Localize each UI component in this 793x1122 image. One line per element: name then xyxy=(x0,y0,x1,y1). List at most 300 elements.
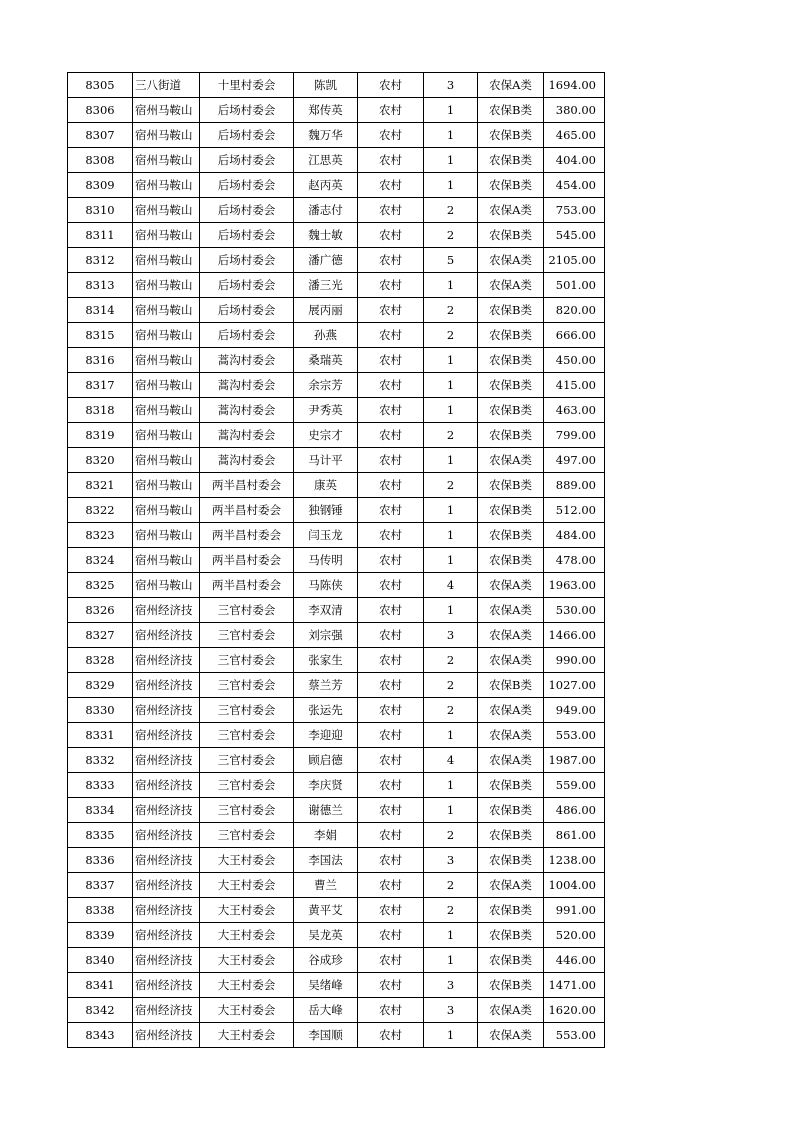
table-row xyxy=(68,548,605,573)
table-row xyxy=(68,323,605,348)
record-id-cell: 8343 xyxy=(68,1023,133,1048)
town-cell: 宿州经济技 xyxy=(133,873,200,898)
table-row xyxy=(68,248,605,273)
area-type-cell: 农村 xyxy=(358,523,424,548)
insurance-type-cell: 农保B类 xyxy=(478,923,544,948)
amount-cell: 380.00 xyxy=(544,98,605,123)
amount-cell: 2105.00 xyxy=(544,248,605,273)
village-cell: 后场村委会 xyxy=(200,123,294,148)
household-count-cell: 1 xyxy=(424,373,478,398)
town-cell: 宿州马鞍山 xyxy=(133,173,200,198)
record-id-cell: 8327 xyxy=(68,623,133,648)
record-id-cell: 8318 xyxy=(68,398,133,423)
amount-cell: 404.00 xyxy=(544,148,605,173)
town-cell: 宿州马鞍山 xyxy=(133,323,200,348)
table-row xyxy=(68,348,605,373)
household-count-cell: 2 xyxy=(424,698,478,723)
amount-cell: 990.00 xyxy=(544,648,605,673)
name-cell: 陈凯 xyxy=(294,73,358,98)
town-cell: 宿州经济技 xyxy=(133,1023,200,1048)
village-cell: 三官村委会 xyxy=(200,823,294,848)
village-cell: 两半昌村委会 xyxy=(200,523,294,548)
table-row xyxy=(68,973,605,998)
table-row xyxy=(68,448,605,473)
record-id-cell: 8330 xyxy=(68,698,133,723)
record-id-cell: 8319 xyxy=(68,423,133,448)
name-cell: 孙燕 xyxy=(294,323,358,348)
household-count-cell: 2 xyxy=(424,323,478,348)
amount-cell: 753.00 xyxy=(544,198,605,223)
table-row xyxy=(68,798,605,823)
amount-cell: 1471.00 xyxy=(544,973,605,998)
household-count-cell: 2 xyxy=(424,823,478,848)
village-cell: 两半昌村委会 xyxy=(200,548,294,573)
household-count-cell: 1 xyxy=(424,798,478,823)
insurance-type-cell: 农保B类 xyxy=(478,98,544,123)
area-type-cell: 农村 xyxy=(358,573,424,598)
household-count-cell: 3 xyxy=(424,623,478,648)
amount-cell: 949.00 xyxy=(544,698,605,723)
town-cell: 宿州马鞍山 xyxy=(133,248,200,273)
name-cell: 吴龙英 xyxy=(294,923,358,948)
record-id-cell: 8320 xyxy=(68,448,133,473)
town-cell: 宿州马鞍山 xyxy=(133,498,200,523)
village-cell: 大王村委会 xyxy=(200,1023,294,1048)
village-cell: 蒿沟村委会 xyxy=(200,348,294,373)
table-row xyxy=(68,523,605,548)
household-count-cell: 1 xyxy=(424,773,478,798)
village-cell: 蒿沟村委会 xyxy=(200,373,294,398)
name-cell: 展丙丽 xyxy=(294,298,358,323)
name-cell: 马计平 xyxy=(294,448,358,473)
insurance-type-cell: 农保B类 xyxy=(478,148,544,173)
table-row xyxy=(68,123,605,148)
area-type-cell: 农村 xyxy=(358,273,424,298)
table-row xyxy=(68,423,605,448)
table-row xyxy=(68,398,605,423)
record-id-cell: 8313 xyxy=(68,273,133,298)
town-cell: 宿州马鞍山 xyxy=(133,548,200,573)
area-type-cell: 农村 xyxy=(358,823,424,848)
table-row xyxy=(68,173,605,198)
village-cell: 后场村委会 xyxy=(200,198,294,223)
household-count-cell: 1 xyxy=(424,398,478,423)
name-cell: 谷成珍 xyxy=(294,948,358,973)
household-count-cell: 2 xyxy=(424,898,478,923)
household-count-cell: 1 xyxy=(424,948,478,973)
record-id-cell: 8307 xyxy=(68,123,133,148)
name-cell: 江思英 xyxy=(294,148,358,173)
amount-cell: 1620.00 xyxy=(544,998,605,1023)
name-cell: 桑瑞英 xyxy=(294,348,358,373)
area-type-cell: 农村 xyxy=(358,248,424,273)
amount-cell: 1027.00 xyxy=(544,673,605,698)
insurance-type-cell: 农保B类 xyxy=(478,773,544,798)
table-row xyxy=(68,573,605,598)
amount-cell: 820.00 xyxy=(544,298,605,323)
town-cell: 宿州马鞍山 xyxy=(133,298,200,323)
amount-cell: 545.00 xyxy=(544,223,605,248)
town-cell: 宿州经济技 xyxy=(133,698,200,723)
household-count-cell: 5 xyxy=(424,248,478,273)
record-id-cell: 8311 xyxy=(68,223,133,248)
name-cell: 史宗才 xyxy=(294,423,358,448)
village-cell: 后场村委会 xyxy=(200,223,294,248)
town-cell: 宿州经济技 xyxy=(133,723,200,748)
amount-cell: 478.00 xyxy=(544,548,605,573)
record-id-cell: 8334 xyxy=(68,798,133,823)
area-type-cell: 农村 xyxy=(358,298,424,323)
area-type-cell: 农村 xyxy=(358,323,424,348)
table-row xyxy=(68,373,605,398)
amount-cell: 446.00 xyxy=(544,948,605,973)
name-cell: 马传明 xyxy=(294,548,358,573)
name-cell: 魏万华 xyxy=(294,123,358,148)
name-cell: 闫玉龙 xyxy=(294,523,358,548)
area-type-cell: 农村 xyxy=(358,898,424,923)
town-cell: 宿州马鞍山 xyxy=(133,273,200,298)
name-cell: 张家生 xyxy=(294,648,358,673)
area-type-cell: 农村 xyxy=(358,448,424,473)
town-cell: 宿州马鞍山 xyxy=(133,423,200,448)
village-cell: 三官村委会 xyxy=(200,748,294,773)
household-count-cell: 1 xyxy=(424,548,478,573)
insurance-type-cell: 农保B类 xyxy=(478,673,544,698)
table-row xyxy=(68,698,605,723)
area-type-cell: 农村 xyxy=(358,948,424,973)
name-cell: 李娟 xyxy=(294,823,358,848)
record-id-cell: 8324 xyxy=(68,548,133,573)
town-cell: 宿州马鞍山 xyxy=(133,523,200,548)
area-type-cell: 农村 xyxy=(358,198,424,223)
table-row xyxy=(68,948,605,973)
village-cell: 大王村委会 xyxy=(200,998,294,1023)
insurance-type-cell: 农保B类 xyxy=(478,348,544,373)
town-cell: 宿州经济技 xyxy=(133,848,200,873)
amount-cell: 501.00 xyxy=(544,273,605,298)
name-cell: 李迎迎 xyxy=(294,723,358,748)
area-type-cell: 农村 xyxy=(358,998,424,1023)
record-id-cell: 8322 xyxy=(68,498,133,523)
record-id-cell: 8305 xyxy=(68,73,133,98)
insurance-type-cell: 农保B类 xyxy=(478,948,544,973)
name-cell: 吴绪峰 xyxy=(294,973,358,998)
insurance-type-cell: 农保B类 xyxy=(478,423,544,448)
village-cell: 十里村委会 xyxy=(200,73,294,98)
record-id-cell: 8310 xyxy=(68,198,133,223)
amount-cell: 1963.00 xyxy=(544,573,605,598)
table-row xyxy=(68,723,605,748)
name-cell: 独钢锤 xyxy=(294,498,358,523)
record-id-cell: 8329 xyxy=(68,673,133,698)
table-row xyxy=(68,748,605,773)
record-id-cell: 8326 xyxy=(68,598,133,623)
table-body xyxy=(68,73,605,1048)
name-cell: 黄平艾 xyxy=(294,898,358,923)
name-cell: 余宗芳 xyxy=(294,373,358,398)
record-id-cell: 8338 xyxy=(68,898,133,923)
area-type-cell: 农村 xyxy=(358,648,424,673)
amount-cell: 454.00 xyxy=(544,173,605,198)
village-cell: 后场村委会 xyxy=(200,273,294,298)
amount-cell: 415.00 xyxy=(544,373,605,398)
name-cell: 刘宗强 xyxy=(294,623,358,648)
record-id-cell: 8331 xyxy=(68,723,133,748)
village-cell: 大王村委会 xyxy=(200,848,294,873)
town-cell: 宿州经济技 xyxy=(133,748,200,773)
insurance-type-cell: 农保A类 xyxy=(478,998,544,1023)
household-count-cell: 1 xyxy=(424,723,478,748)
record-id-cell: 8306 xyxy=(68,98,133,123)
town-cell: 宿州马鞍山 xyxy=(133,348,200,373)
town-cell: 宿州马鞍山 xyxy=(133,123,200,148)
insurance-type-cell: 农保B类 xyxy=(478,548,544,573)
amount-cell: 1238.00 xyxy=(544,848,605,873)
table-row xyxy=(68,198,605,223)
table-row xyxy=(68,848,605,873)
name-cell: 曹兰 xyxy=(294,873,358,898)
name-cell: 赵丙英 xyxy=(294,173,358,198)
insurance-type-cell: 农保B类 xyxy=(478,173,544,198)
household-count-cell: 4 xyxy=(424,573,478,598)
area-type-cell: 农村 xyxy=(358,698,424,723)
amount-cell: 1004.00 xyxy=(544,873,605,898)
household-count-cell: 1 xyxy=(424,923,478,948)
village-cell: 大王村委会 xyxy=(200,973,294,998)
record-id-cell: 8317 xyxy=(68,373,133,398)
household-count-cell: 1 xyxy=(424,98,478,123)
household-count-cell: 2 xyxy=(424,873,478,898)
record-id-cell: 8342 xyxy=(68,998,133,1023)
record-id-cell: 8339 xyxy=(68,923,133,948)
table-row xyxy=(68,273,605,298)
name-cell: 潘三光 xyxy=(294,273,358,298)
name-cell: 潘广德 xyxy=(294,248,358,273)
table-row xyxy=(68,673,605,698)
area-type-cell: 农村 xyxy=(358,173,424,198)
amount-cell: 1694.00 xyxy=(544,73,605,98)
town-cell: 宿州经济技 xyxy=(133,973,200,998)
table-row xyxy=(68,223,605,248)
household-count-cell: 3 xyxy=(424,848,478,873)
table-row xyxy=(68,648,605,673)
household-count-cell: 1 xyxy=(424,598,478,623)
town-cell: 宿州经济技 xyxy=(133,598,200,623)
town-cell: 宿州经济技 xyxy=(133,773,200,798)
village-cell: 后场村委会 xyxy=(200,248,294,273)
record-id-cell: 8325 xyxy=(68,573,133,598)
town-cell: 宿州马鞍山 xyxy=(133,373,200,398)
insurance-type-cell: 农保B类 xyxy=(478,373,544,398)
amount-cell: 559.00 xyxy=(544,773,605,798)
area-type-cell: 农村 xyxy=(358,773,424,798)
table-row xyxy=(68,598,605,623)
insurance-type-cell: 农保B类 xyxy=(478,848,544,873)
village-cell: 后场村委会 xyxy=(200,173,294,198)
amount-cell: 512.00 xyxy=(544,498,605,523)
table-row xyxy=(68,898,605,923)
record-id-cell: 8333 xyxy=(68,773,133,798)
household-count-cell: 1 xyxy=(424,273,478,298)
amount-cell: 1466.00 xyxy=(544,623,605,648)
household-count-cell: 2 xyxy=(424,473,478,498)
village-cell: 三官村委会 xyxy=(200,598,294,623)
area-type-cell: 农村 xyxy=(358,498,424,523)
table-row xyxy=(68,498,605,523)
record-id-cell: 8312 xyxy=(68,248,133,273)
amount-cell: 450.00 xyxy=(544,348,605,373)
insurance-type-cell: 农保A类 xyxy=(478,598,544,623)
record-id-cell: 8308 xyxy=(68,148,133,173)
record-id-cell: 8341 xyxy=(68,973,133,998)
name-cell: 顾启德 xyxy=(294,748,358,773)
insurance-type-cell: 农保B类 xyxy=(478,223,544,248)
area-type-cell: 农村 xyxy=(358,348,424,373)
name-cell: 尹秀英 xyxy=(294,398,358,423)
town-cell: 宿州马鞍山 xyxy=(133,223,200,248)
area-type-cell: 农村 xyxy=(358,873,424,898)
household-count-cell: 1 xyxy=(424,523,478,548)
insurance-type-cell: 农保B类 xyxy=(478,298,544,323)
name-cell: 蔡兰芳 xyxy=(294,673,358,698)
town-cell: 宿州经济技 xyxy=(133,673,200,698)
area-type-cell: 农村 xyxy=(358,973,424,998)
name-cell: 李国顺 xyxy=(294,1023,358,1048)
household-count-cell: 3 xyxy=(424,973,478,998)
area-type-cell: 农村 xyxy=(358,923,424,948)
village-cell: 大王村委会 xyxy=(200,948,294,973)
insurance-type-cell: 农保A类 xyxy=(478,748,544,773)
household-count-cell: 1 xyxy=(424,148,478,173)
area-type-cell: 农村 xyxy=(358,98,424,123)
village-cell: 两半昌村委会 xyxy=(200,573,294,598)
amount-cell: 799.00 xyxy=(544,423,605,448)
table-row xyxy=(68,98,605,123)
insurance-type-cell: 农保A类 xyxy=(478,273,544,298)
record-id-cell: 8309 xyxy=(68,173,133,198)
town-cell: 宿州马鞍山 xyxy=(133,573,200,598)
name-cell: 岳大峰 xyxy=(294,998,358,1023)
village-cell: 三官村委会 xyxy=(200,723,294,748)
insurance-type-cell: 农保A类 xyxy=(478,573,544,598)
town-cell: 宿州经济技 xyxy=(133,948,200,973)
name-cell: 郑传英 xyxy=(294,98,358,123)
town-cell: 宿州马鞍山 xyxy=(133,148,200,173)
area-type-cell: 农村 xyxy=(358,73,424,98)
town-cell: 宿州经济技 xyxy=(133,623,200,648)
record-id-cell: 8337 xyxy=(68,873,133,898)
name-cell: 李双清 xyxy=(294,598,358,623)
table-row xyxy=(68,1023,605,1048)
insurance-type-cell: 农保A类 xyxy=(478,873,544,898)
amount-cell: 553.00 xyxy=(544,1023,605,1048)
insurance-type-cell: 农保A类 xyxy=(478,448,544,473)
name-cell: 李国法 xyxy=(294,848,358,873)
table-row xyxy=(68,823,605,848)
name-cell: 潘志付 xyxy=(294,198,358,223)
insurance-type-cell: 农保B类 xyxy=(478,498,544,523)
area-type-cell: 农村 xyxy=(358,723,424,748)
amount-cell: 861.00 xyxy=(544,823,605,848)
table-row xyxy=(68,148,605,173)
area-type-cell: 农村 xyxy=(358,1023,424,1048)
area-type-cell: 农村 xyxy=(358,223,424,248)
village-cell: 大王村委会 xyxy=(200,873,294,898)
table-row xyxy=(68,998,605,1023)
name-cell: 马陈侠 xyxy=(294,573,358,598)
village-cell: 三官村委会 xyxy=(200,798,294,823)
insurance-type-cell: 农保B类 xyxy=(478,323,544,348)
household-count-cell: 1 xyxy=(424,123,478,148)
record-id-cell: 8321 xyxy=(68,473,133,498)
household-count-cell: 2 xyxy=(424,223,478,248)
insurance-type-cell: 农保B类 xyxy=(478,898,544,923)
insurance-type-cell: 农保A类 xyxy=(478,73,544,98)
household-count-cell: 2 xyxy=(424,673,478,698)
area-type-cell: 农村 xyxy=(358,673,424,698)
household-count-cell: 1 xyxy=(424,448,478,473)
name-cell: 魏士敏 xyxy=(294,223,358,248)
area-type-cell: 农村 xyxy=(358,798,424,823)
insurance-type-cell: 农保A类 xyxy=(478,623,544,648)
village-cell: 后场村委会 xyxy=(200,323,294,348)
table-row xyxy=(68,773,605,798)
town-cell: 三八街道 xyxy=(133,73,200,98)
household-count-cell: 1 xyxy=(424,348,478,373)
village-cell: 两半昌村委会 xyxy=(200,473,294,498)
insurance-type-cell: 农保B类 xyxy=(478,523,544,548)
name-cell: 谢德兰 xyxy=(294,798,358,823)
amount-cell: 991.00 xyxy=(544,898,605,923)
area-type-cell: 农村 xyxy=(358,548,424,573)
insurance-type-cell: 农保B类 xyxy=(478,798,544,823)
household-count-cell: 2 xyxy=(424,198,478,223)
town-cell: 宿州马鞍山 xyxy=(133,98,200,123)
village-cell: 两半昌村委会 xyxy=(200,498,294,523)
insurance-type-cell: 农保B类 xyxy=(478,973,544,998)
village-cell: 蒿沟村委会 xyxy=(200,398,294,423)
village-cell: 三官村委会 xyxy=(200,773,294,798)
village-cell: 三官村委会 xyxy=(200,698,294,723)
insurance-type-cell: 农保A类 xyxy=(478,248,544,273)
record-id-cell: 8336 xyxy=(68,848,133,873)
insurance-type-cell: 农保B类 xyxy=(478,398,544,423)
area-type-cell: 农村 xyxy=(358,598,424,623)
area-type-cell: 农村 xyxy=(358,748,424,773)
amount-cell: 497.00 xyxy=(544,448,605,473)
table-row xyxy=(68,73,605,98)
town-cell: 宿州经济技 xyxy=(133,798,200,823)
village-cell: 三官村委会 xyxy=(200,648,294,673)
table-row xyxy=(68,873,605,898)
area-type-cell: 农村 xyxy=(358,148,424,173)
insurance-type-cell: 农保B类 xyxy=(478,123,544,148)
record-id-cell: 8332 xyxy=(68,748,133,773)
amount-cell: 484.00 xyxy=(544,523,605,548)
amount-cell: 666.00 xyxy=(544,323,605,348)
town-cell: 宿州经济技 xyxy=(133,998,200,1023)
household-count-cell: 2 xyxy=(424,648,478,673)
amount-cell: 889.00 xyxy=(544,473,605,498)
village-cell: 三官村委会 xyxy=(200,673,294,698)
household-count-cell: 3 xyxy=(424,998,478,1023)
area-type-cell: 农村 xyxy=(358,398,424,423)
amount-cell: 465.00 xyxy=(544,123,605,148)
village-cell: 大王村委会 xyxy=(200,923,294,948)
town-cell: 宿州马鞍山 xyxy=(133,473,200,498)
insurance-type-cell: 农保B类 xyxy=(478,473,544,498)
record-id-cell: 8335 xyxy=(68,823,133,848)
